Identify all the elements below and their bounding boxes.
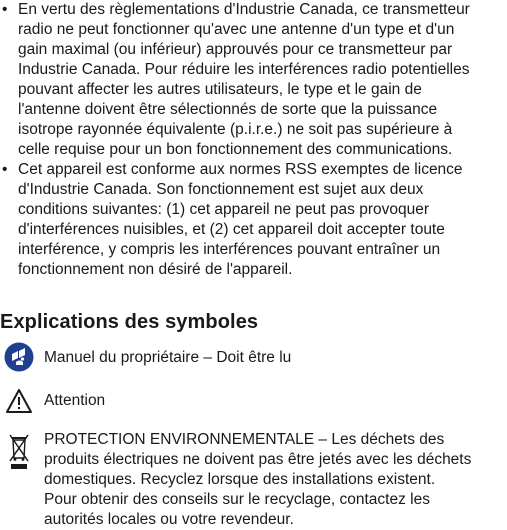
symbol-text (44, 430, 505, 530)
bullet-marker: • (2, 1, 8, 18)
bullet-line: pouvant affecter les autres utilisateurs, le type et le gain de (18, 81, 422, 98)
bullet-item-rss (0, 160, 507, 280)
symbol-line: autorités locales ou votre revendeur. (44, 511, 294, 528)
bullet-line: gain maximal (ou inférieur) approuvés pour ce transmetteur par (18, 41, 453, 58)
owner-manual-icon (4, 342, 34, 372)
bullet-line: celle requise pour un bon fonctionnement des communications. (18, 141, 453, 158)
bullet-line: radio ne peut fonctionner qu'avec une antenne d'un type et d'un (18, 21, 455, 38)
symbol-line: domestiques. Recyclez lorsque des installations existent. (44, 471, 436, 488)
warning-triangle-icon (4, 386, 34, 416)
bullet-line: d'interférences nuisibles, et (2) cet appareil doit accepter toute (18, 221, 445, 238)
bullet-line: fonctionnement non désiré de l'appareil. (18, 261, 293, 278)
symbol-line: produits électriques ne doivent pas être jetés avec les déchets (44, 451, 472, 468)
bullet-item-antenna (0, 0, 507, 160)
bullet-line: Industrie Canada. Pour réduire les interférences radio potentielles (18, 61, 470, 78)
bullet-line: d'Industrie Canada. Son fonctionnement est sujet aux deux (18, 181, 424, 198)
bullet-line: interférence, y compris les interférences pouvant entraîner un (18, 241, 441, 258)
section-title: Explications des symboles (0, 311, 259, 333)
symbol-text: Manuel du propriétaire – Doit être lu (44, 349, 292, 366)
bullet-line: conditions suivantes: (1) cet appareil ne peut pas provoquer (18, 201, 429, 218)
bullet-line: isotrope rayonnée équivalente (p.i.r.e.) ne soit pas supérieure à (18, 121, 453, 138)
bullet-line: En vertu des règlementations d'Industrie Canada, ce transmetteur (18, 1, 470, 18)
bullet-line: l'antenne doivent être sélectionnés de sorte que la puissance (18, 101, 438, 118)
symbol-text: Attention (44, 392, 106, 409)
symbol-line: Pour obtenir des conseils sur le recyclage, contactez les (44, 491, 430, 508)
crossed-out-bin-icon (4, 431, 34, 471)
bullet-marker: • (2, 161, 8, 178)
symbol-line: PROTECTION ENVIRONNEMENTALE – Les déchets des (44, 431, 445, 448)
bullet-line: Cet appareil est conforme aux normes RSS exemptes de licence (18, 161, 463, 178)
bullet-text (0, 0, 507, 160)
bullet-text (0, 160, 507, 280)
